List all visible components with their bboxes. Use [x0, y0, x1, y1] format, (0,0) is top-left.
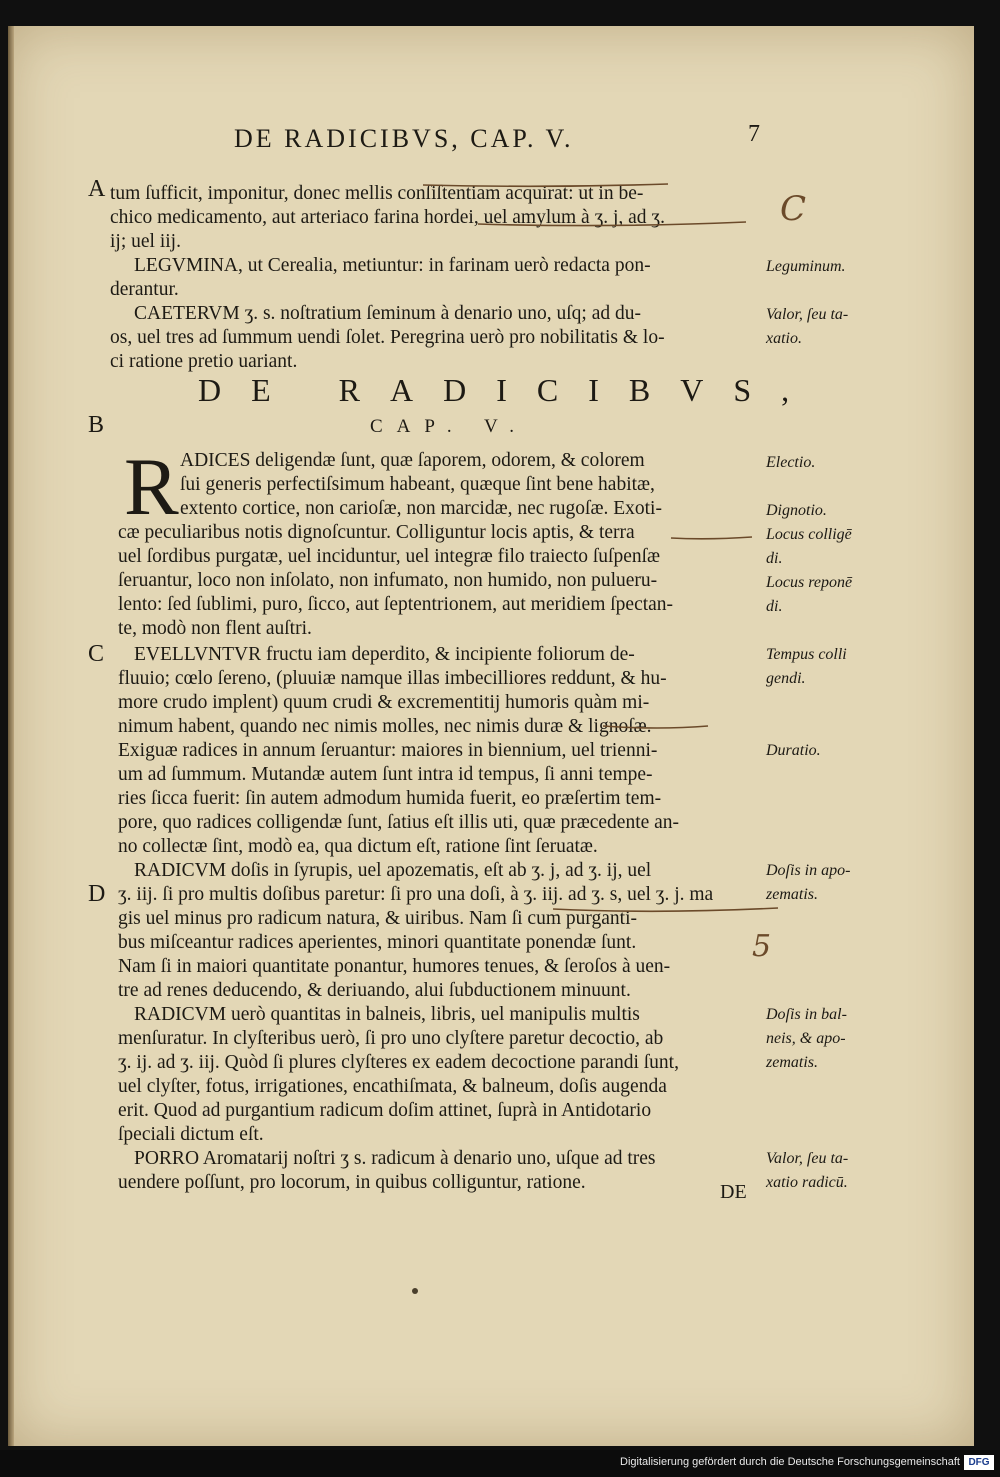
- text-line: RADICVM uerò quantitas in balneis, libris, uel manipulis multis: [134, 1004, 640, 1025]
- strike-terra: [671, 537, 752, 539]
- folio-number: 7: [748, 121, 760, 147]
- text-line: ʒ. ij. ad ʒ. iij. Quòd ſi plures clyſteres ex eadem decoctione parandi ſunt,: [118, 1052, 679, 1073]
- text-line: Nam ſi in maiori quantitate ponantur, humores tenues, & ſeroſos à uen-: [118, 956, 671, 977]
- text-line: menſuratur. In clyſteribus uerò, ſi pro uno clyſtere paretur decoctio, ab: [118, 1028, 664, 1049]
- margin-note: Leguminum.: [766, 258, 846, 275]
- text-line: ADICES deligendæ ſunt, quæ ſaporem, odorem, & colorem: [180, 450, 645, 471]
- text-line: RADICVM doſis in ſyrupis, uel apozematis, eſt ab ʒ. j, ad ʒ. ij, uel: [134, 860, 652, 881]
- section-letter-b: B: [88, 412, 105, 438]
- text-line: gis uel minus pro radicum natura, & uiribus. Nam ſi cum purganti-: [118, 908, 638, 929]
- margin-note: Valor, ſeu ta-: [766, 1150, 849, 1167]
- section-letter-d: D: [88, 881, 106, 907]
- text-line: pore, quo radices colligendæ ſunt, ſatius eſt illis uti, quæ præcedente an-: [118, 812, 680, 833]
- page-edge: [8, 26, 14, 1446]
- margin-note: Tempus colli: [766, 646, 847, 663]
- text-line: no collectæ ſint, modò ea, qua dictum eſt, ratione ſint ſeruatæ.: [118, 836, 598, 857]
- margin-note: Duratio.: [766, 742, 821, 759]
- text-line: LEGVMINA, ut Cerealia, metiuntur: in farinam uerò redacta pon-: [134, 255, 651, 276]
- margin-note: Locus colligē: [766, 526, 852, 543]
- margin-note: Dignotio.: [766, 502, 827, 519]
- margin-note: Electio.: [766, 454, 816, 471]
- drop-cap: R: [124, 441, 179, 532]
- text-line: derantur.: [110, 279, 179, 300]
- section-letter-c: C: [88, 641, 105, 667]
- margin-note: Valor, ſeu ta-: [766, 306, 849, 323]
- text-line: ſeruantur, loco non inſolato, non infumato, non humido, non pulueru-: [118, 570, 658, 591]
- margin-note: di.: [766, 598, 783, 615]
- margin-note: zematis.: [766, 1054, 818, 1071]
- text-line: tre ad renes deducendo, & deriuando, alui ſubductionem minuunt.: [118, 980, 631, 1001]
- text-line: ſpeciali dictum eſt.: [118, 1124, 264, 1145]
- margin-note: xatio.: [766, 330, 802, 347]
- handwritten-c: C: [780, 189, 807, 229]
- chapter-subtitle: CAP. V.: [370, 416, 529, 437]
- text-line: uel clyſter, fotus, irrigationes, encathiſmata, & balneum, doſis augenda: [118, 1076, 667, 1097]
- section-letter-a: A: [88, 176, 106, 202]
- handwritten-bracket: 5: [752, 929, 772, 964]
- text-line: ſui generis perfectiſsimum habeant, quæque ſint bene habitæ,: [180, 474, 655, 495]
- text-line: nimum habent, quando nec nimis molles, nec nimis duræ & lignoſæ.: [118, 716, 652, 737]
- funding-credit: Digitalisierung gefördert durch die Deutsche Forschungsgemeinschaft: [620, 1456, 960, 1468]
- dfg-logo: DFG: [964, 1455, 994, 1470]
- text-line: Exiguæ radices in annum ſeruantur: maiores in biennium, uel trienni-: [118, 740, 658, 761]
- catchword: DE: [720, 1181, 747, 1203]
- text-line: ʒ. iij. ſi pro multis doſibus paretur: ſi pro una doſi, à ʒ. iij. ad ʒ. s, uel ʒ. j. ma: [118, 884, 714, 905]
- text-line: ci ratione pretio uariant.: [110, 351, 298, 372]
- text-line: os, uel tres ad ſummum uendi ſolet. Peregrina uerò pro nobilitatis & lo-: [110, 327, 665, 348]
- text-line: chico medicamento, aut arteriaco farina hordei, uel amylum à ʒ. j, ad ʒ.: [110, 207, 665, 228]
- text-line: ij; uel iij.: [110, 231, 181, 252]
- text-line: te, modò non flent auſtri.: [118, 618, 312, 639]
- margin-note: di.: [766, 550, 783, 567]
- margin-note: Locus reponē: [766, 574, 853, 591]
- margin-note: Doſis in apo-: [766, 862, 851, 879]
- margin-note: gendi.: [766, 670, 806, 687]
- text-line: CAETERVM ʒ. s. noſtratium ſeminum à denario uno, uſq; ad du-: [134, 303, 641, 324]
- text-line: PORRO Aromatarij noſtri ʒ s. radicum à denario uno, uſque ad tres: [134, 1148, 656, 1169]
- text-line: cæ peculiaribus notis dignoſcuntur. Colliguntur locis aptis, & terra: [118, 522, 635, 543]
- text-line: fluuio; cœlo ſereno, (pluuiæ namque illas imbecilliores reddunt, & hu-: [118, 668, 667, 689]
- text-line: extento cortice, non carioſæ, non marcidæ, nec rugoſæ. Exoti-: [180, 498, 662, 519]
- margin-note: Doſis in bal-: [766, 1006, 847, 1023]
- margin-note: xatio radicū.: [766, 1174, 848, 1191]
- text-line: uendere poſſunt, pro locorum, in quibus colliguntur, ratione.: [118, 1172, 586, 1193]
- text-line: tum ſufficit, imponitur, donec mellis conſiſtentiam acquirat: ut in be-: [110, 183, 644, 204]
- ink-dot: [412, 1288, 418, 1294]
- text-line: erit. Quod ad purgantium radicum doſim attinet, ſuprà in Antidotario: [118, 1100, 652, 1121]
- text-line: more crudo implent) quum crudi & excrementitij humoris quàm mi-: [118, 692, 650, 713]
- footer-bar: [0, 1450, 1000, 1477]
- text-line: uel ſordibus purgatæ, uel inciduntur, uel integræ filo traiecto ſuſpenſæ: [118, 546, 661, 567]
- chapter-title: DE RADICIBVS,: [198, 372, 820, 408]
- margin-note: zematis.: [766, 886, 818, 903]
- text-line: bus miſceantur radices aperientes, minori quantitate ponendæ ſunt.: [118, 932, 637, 953]
- text-line: EVELLVNTVR fructu iam deperdito, & incipiente foliorum de-: [134, 644, 635, 665]
- book-page: [8, 26, 974, 1446]
- text-line: lento: ſed ſublimi, puro, ſicco, aut ſeptentrionem, aut meridiem ſpectan-: [118, 594, 674, 615]
- running-head: DE RADICIBVS, CAP. V.: [234, 124, 574, 153]
- text-line: ries ſicca fuerit: ſin autem admodum humida fuerit, eo præſertim tem-: [118, 788, 662, 809]
- margin-note: neis, & apo-: [766, 1030, 846, 1047]
- text-line: um ad ſummum. Mutandæ autem ſunt intra id tempus, ſi anni tempe-: [118, 764, 653, 785]
